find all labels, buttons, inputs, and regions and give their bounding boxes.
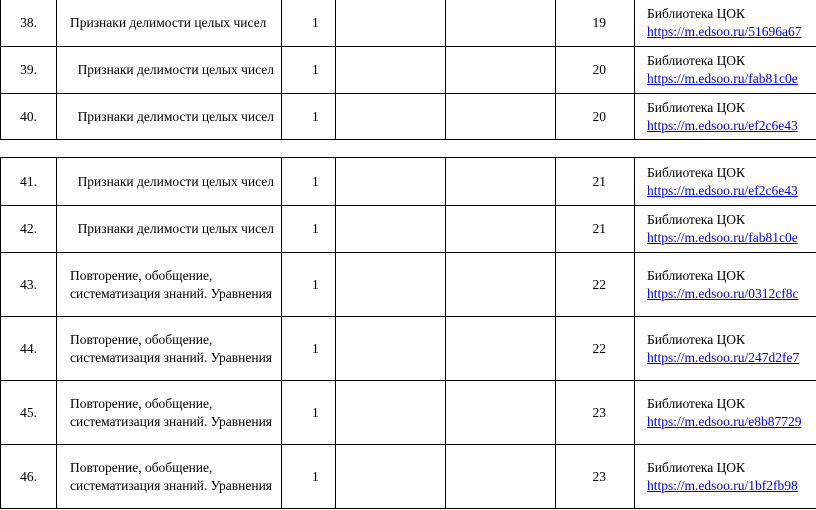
- table-row: [1, 317, 816, 381]
- empty-cell: [446, 94, 556, 140]
- resource-cell: [635, 158, 816, 206]
- lesson-table-bottom: [0, 157, 816, 509]
- empty-cell: [446, 381, 556, 445]
- row-number: 45.: [1, 381, 57, 445]
- empty-cell: [446, 206, 556, 253]
- library-label: Библиотека ЦОК: [647, 395, 745, 411]
- hours-count: 1: [282, 94, 336, 140]
- table-row: [1, 381, 816, 445]
- table-row: [1, 158, 816, 206]
- table-row: [1, 445, 816, 509]
- table-row: [1, 253, 816, 317]
- empty-cell: [336, 94, 446, 140]
- resource-link[interactable]: https://m.edsoo.ru/51696a67: [647, 23, 802, 39]
- resource-link[interactable]: https://m.edsoo.ru/247d2fe7: [647, 349, 800, 365]
- lesson-topic: Повторение, обобщение, систематизация знаний. Уравнения: [57, 317, 282, 381]
- lesson-number: 19: [556, 0, 635, 47]
- resource-cell: [635, 47, 816, 94]
- table-row: [1, 206, 816, 253]
- hours-count: 1: [282, 253, 336, 317]
- empty-cell: [336, 317, 446, 381]
- hours-count: 1: [282, 0, 336, 47]
- lesson-topic: Повторение, обобщение, систематизация знаний. Уравнения: [57, 253, 282, 317]
- lesson-table-top: [0, 0, 816, 140]
- row-number: 39.: [1, 47, 57, 94]
- hours-count: 1: [282, 47, 336, 94]
- library-label: Библиотека ЦОК: [647, 53, 745, 68]
- empty-cell: [336, 253, 446, 317]
- resource-link[interactable]: https://m.edsoo.ru/1bf2fb98: [647, 477, 798, 493]
- lesson-topic: Признаки делимости целых чисел: [57, 158, 282, 206]
- lesson-number: 23: [556, 381, 635, 445]
- lesson-topic: Признаки делимости целых чисел: [57, 47, 282, 94]
- empty-cell: [336, 381, 446, 445]
- lesson-number: 20: [556, 94, 635, 140]
- hours-count: 1: [282, 158, 336, 206]
- library-label: Библиотека ЦОК: [647, 331, 745, 347]
- resource-cell: [635, 253, 816, 317]
- row-number: 41.: [1, 158, 57, 206]
- hours-count: 1: [282, 206, 336, 253]
- lesson-topic: Повторение, обобщение, систематизация знаний. Уравнения: [57, 445, 282, 509]
- table-row: [1, 94, 816, 140]
- resource-link[interactable]: https://m.edsoo.ru/fab81c0e: [647, 71, 798, 86]
- lesson-topic: Признаки делимости целых чисел: [57, 206, 282, 253]
- lesson-number: 22: [556, 253, 635, 317]
- resource-cell: [635, 381, 816, 445]
- resource-link[interactable]: https://m.edsoo.ru/ef2c6e43: [647, 117, 798, 133]
- table-row: [1, 0, 816, 47]
- lesson-number: 23: [556, 445, 635, 509]
- lesson-topic: Повторение, обобщение, систематизация знаний. Уравнения: [57, 381, 282, 445]
- empty-cell: [446, 317, 556, 381]
- lesson-number: 20: [556, 47, 635, 94]
- hours-count: 1: [282, 317, 336, 381]
- row-number: 38.: [1, 0, 57, 47]
- resource-cell: [635, 94, 816, 140]
- empty-cell: [446, 0, 556, 47]
- empty-cell: [446, 158, 556, 206]
- library-label: Библиотека ЦОК: [647, 459, 745, 475]
- empty-cell: [336, 0, 446, 47]
- library-label: Библиотека ЦОК: [647, 212, 745, 227]
- row-number: 46.: [1, 445, 57, 509]
- empty-cell: [336, 206, 446, 253]
- row-number: 40.: [1, 94, 57, 140]
- resource-link[interactable]: https://m.edsoo.ru/ef2c6e43: [647, 182, 798, 198]
- lesson-number: 21: [556, 158, 635, 206]
- table-row: [1, 47, 816, 94]
- row-number: 44.: [1, 317, 57, 381]
- resource-cell: [635, 0, 816, 47]
- empty-cell: [446, 253, 556, 317]
- lesson-number: 21: [556, 206, 635, 253]
- resource-cell: [635, 206, 816, 253]
- library-label: Библиотека ЦОК: [647, 99, 745, 115]
- library-label: Библиотека ЦОК: [647, 267, 745, 283]
- lesson-topic: Признаки делимости целых чисел: [57, 94, 282, 140]
- library-label: Библиотека ЦОК: [647, 164, 745, 180]
- empty-cell: [446, 445, 556, 509]
- empty-cell: [336, 158, 446, 206]
- resource-link[interactable]: https://m.edsoo.ru/e8b87729: [647, 413, 802, 429]
- row-number: 43.: [1, 253, 57, 317]
- hours-count: 1: [282, 445, 336, 509]
- resource-link[interactable]: https://m.edsoo.ru/0312cf8c: [647, 285, 799, 301]
- empty-cell: [446, 47, 556, 94]
- resource-cell: [635, 317, 816, 381]
- lesson-number: 22: [556, 317, 635, 381]
- empty-cell: [336, 47, 446, 94]
- empty-cell: [336, 445, 446, 509]
- resource-cell: [635, 445, 816, 509]
- hours-count: 1: [282, 381, 336, 445]
- resource-link[interactable]: https://m.edsoo.ru/fab81c0e: [647, 230, 798, 245]
- library-label: Библиотека ЦОК: [647, 5, 745, 21]
- row-number: 42.: [1, 206, 57, 253]
- lesson-topic: Признаки делимости целых чисел: [57, 0, 282, 47]
